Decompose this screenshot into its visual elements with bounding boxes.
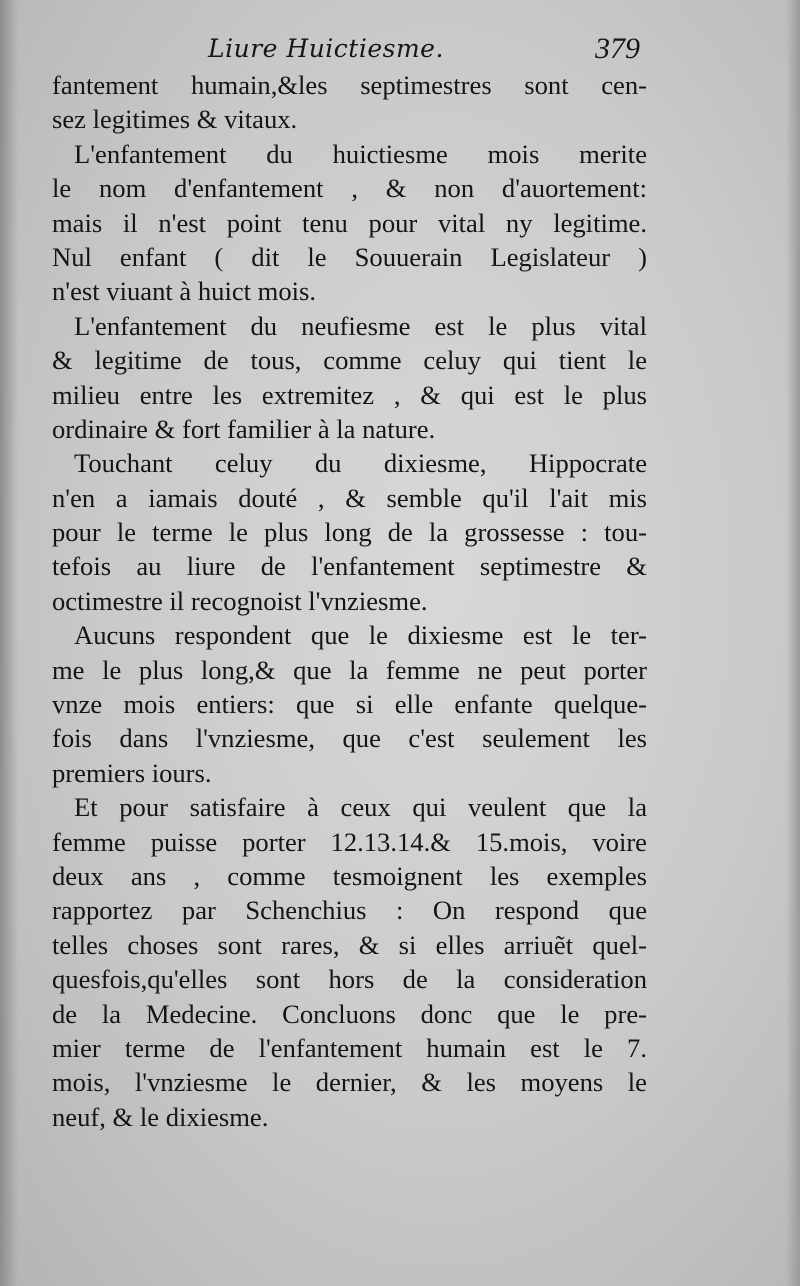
text-line: fantement humain,&les septimestres sont cen- [52,70,647,100]
page-header [58,30,648,70]
paragraph [52,618,647,790]
text-line: neuf, & le dixiesme. [52,1101,269,1132]
text-line: quesfois,qu'elles sont hors de la consideration [52,964,647,995]
text-line: mier terme de l'enfantement humain est le 7. [52,1032,647,1063]
text-line: tefois au liure de l'enfantement septimestre & [52,551,647,582]
paragraph [52,137,647,309]
text-line: n'est viuant à huict mois. [52,276,317,307]
text-line: femme puisse porter 12.13.14.& 15.mois, voire [52,826,647,857]
paragraph [52,446,647,618]
text-line: fois dans l'vnziesme, que c'est seulement les [52,723,647,754]
text-line: L'enfantement du huictiesme mois merite [74,138,647,169]
text-line: Et pour satisfaire à ceux qui veulent que la [74,792,647,823]
text-line: de la Medecine. Concluons donc que le pre- [52,998,647,1029]
text-line: vnze mois entiers: que si elle enfante quelque- [52,689,647,720]
text-line: milieu entre les extremitez , & qui est le plus [52,379,647,410]
text-line: deux ans , comme tesmoignent les exemples [52,860,647,891]
text-line: pour le terme le plus long de la grossesse : tou- [52,517,647,548]
running-title: Liure Huictiesme. [208,34,444,63]
text-line: Aucuns respondent que le dixiesme est le ter- [74,620,647,651]
text-line: me le plus long,& que la femme ne peut porter [52,654,647,685]
text-line: sez legitimes & vitaux. [52,104,298,135]
text-line: n'en a iamais douté , & semble qu'il l'ait mis [52,482,647,513]
text-line: L'enfantement du neufiesme est le plus vital [74,310,647,341]
text-line: & legitime de tous, comme celuy qui tient le [52,345,647,376]
page-number: 379 [595,32,640,65]
text-line: mais il n'est point tenu pour vital ny legitime. [52,207,647,238]
body-text [52,68,647,1134]
text-line: octimestre il recognoist l'vnziesme. [52,585,428,616]
text-line: Touchant celuy du dixiesme, Hippocrate [74,448,647,479]
text-line: telles choses sont rares, & si elles arriuẽt quel- [52,929,647,960]
paragraph [52,68,647,137]
text-line: rapportez par Schenchius : On respond que [52,895,647,926]
text-line: le nom d'enfantement , & non d'auortement: [52,173,647,204]
text-line: ordinaire & fort familier à la nature. [52,413,436,444]
paragraph [52,790,647,1134]
paragraph [52,309,647,447]
text-line: premiers iours. [52,757,212,788]
text-line: Nul enfant ( dit le Souuerain Legislateur ) [52,241,647,272]
text-line: mois, l'vnziesme le dernier, & les moyens le [52,1067,647,1098]
